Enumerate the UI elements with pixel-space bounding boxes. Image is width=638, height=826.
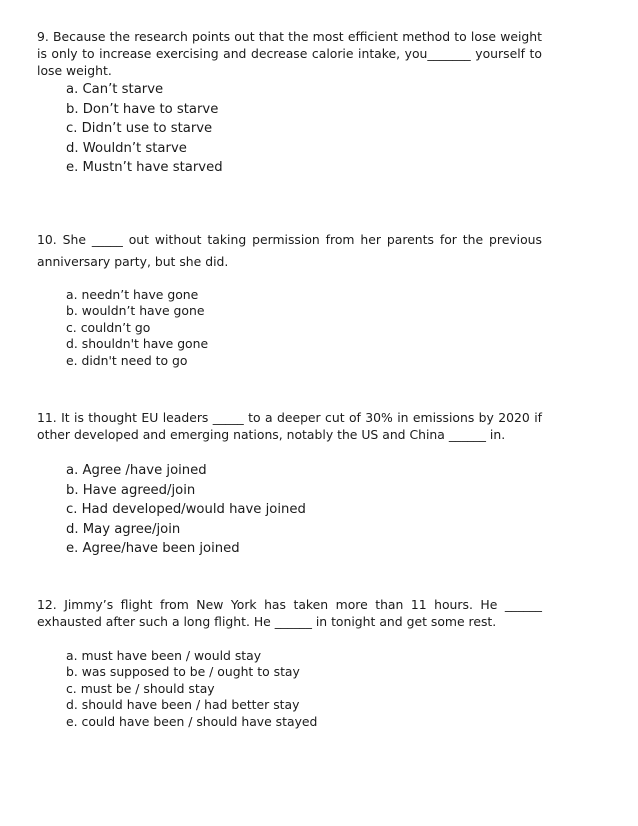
question-11-option-b: b. Have agreed/join bbox=[66, 482, 196, 498]
question-11-stem: 11. It is thought EU leaders _____ to a deeper cut of 30% in emissions by 2020 if other developed and emerging nations, notably the US and China ______ in. bbox=[37, 410, 542, 442]
question-10-stem: 10. She _____ out without taking permission from her parents for the previous anniversary party, but she did. bbox=[37, 232, 542, 269]
question-12-option-e: e. could have been / should have stayed bbox=[66, 713, 318, 729]
question-12-option-a: a. must have been / would stay bbox=[66, 648, 262, 663]
question-10-option-d: d. shouldn't have gone bbox=[66, 336, 209, 352]
question-9-option-e: e. Mustn’t have starved bbox=[66, 160, 223, 175]
question-10-option-a: a. needn’t have gone bbox=[66, 287, 199, 302]
question-9-option-d: d. Wouldn’t starve bbox=[66, 140, 187, 156]
question-11-option-c: c. Had developed/would have joined bbox=[66, 502, 306, 517]
question-11-option-a: a. Agree /have joined bbox=[66, 463, 207, 478]
question-9-options bbox=[66, 80, 223, 178]
question-12-options bbox=[66, 648, 317, 730]
question-9-option-b: b. Don’t have to starve bbox=[66, 101, 219, 117]
question-11-options bbox=[66, 461, 306, 559]
question-12-option-c: c. must be / should stay bbox=[66, 680, 215, 696]
question-12-option-d: d. should have been / had better stay bbox=[66, 697, 300, 713]
question-10-option-b: b. wouldn’t have gone bbox=[66, 303, 205, 319]
question-11-option-d: d. May agree/join bbox=[66, 521, 181, 537]
question-10-option-c: c. couldn’t go bbox=[66, 319, 151, 335]
question-9-option-c: c. Didn’t use to starve bbox=[66, 121, 213, 136]
question-9-stem: 9. Because the research points out that the most efficient method to lose weight is only to increase exercising and decrease calorie intake, you_______ yourself to lose weight. bbox=[37, 29, 542, 78]
question-10-option-e: e. didn't need to go bbox=[66, 352, 188, 368]
question-12-option-b: b. was supposed to be / ought to stay bbox=[66, 664, 300, 680]
question-10-options bbox=[66, 287, 208, 369]
question-12-stem: 12. Jimmy’s flight from New York has taken more than 11 hours. He ______ exhausted after such a long flight. He ______ in tonight and get some rest. bbox=[37, 597, 542, 629]
question-11-option-e: e. Agree/have been joined bbox=[66, 541, 240, 556]
question-9-option-a: a. Can’t starve bbox=[66, 82, 164, 97]
